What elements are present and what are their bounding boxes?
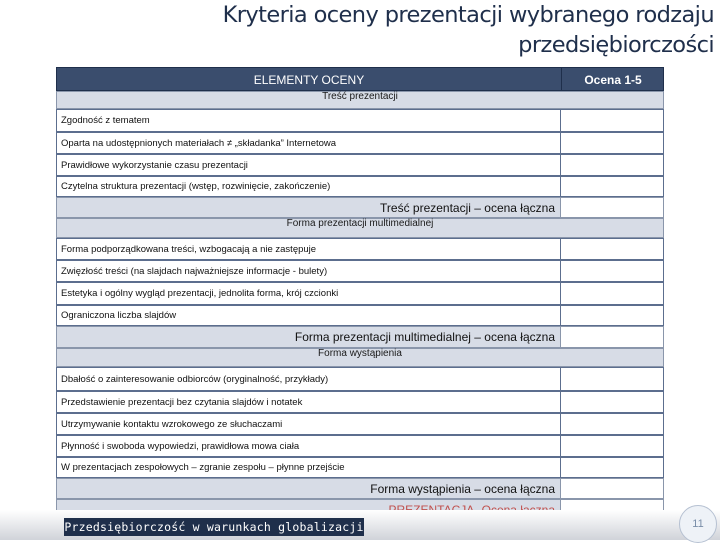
criterion-label: Estetyka i ogólny wygląd prezentacji, jednolita forma, krój czcionki (61, 288, 339, 299)
score-cell[interactable] (560, 368, 663, 390)
table-row (56, 154, 664, 176)
table-row (56, 391, 664, 413)
header-elements: ELEMENTY OCENY (253, 73, 365, 87)
table-row (56, 282, 664, 305)
score-cell[interactable] (560, 239, 663, 259)
table-row (56, 132, 664, 154)
section-title-speech: Forma wystąpienia (56, 348, 664, 367)
criterion-label: Czytelna struktura prezentacji (wstęp, rozwinięcie, zakończenie) (61, 181, 331, 192)
score-cell[interactable] (560, 392, 663, 412)
slide-title (74, 0, 714, 60)
table-row (56, 260, 664, 282)
summary-row-form (56, 326, 664, 348)
criterion-label: Ograniczona liczba slajdów (61, 310, 177, 321)
summary-score-cell[interactable] (560, 327, 663, 347)
slide-title-line-1: Kryteria oceny prezentacji wybranego rodzaju (222, 2, 714, 28)
score-cell[interactable] (560, 261, 663, 281)
criterion-label: W prezentacjach zespołowych – zgranie zespołu – płynne przejście (61, 462, 345, 473)
score-cell[interactable] (560, 436, 663, 456)
summary-label: Forma wystąpienia – ocena łączna (57, 479, 561, 498)
score-cell[interactable] (560, 110, 663, 131)
table-row (56, 413, 664, 435)
table-row (56, 457, 664, 478)
score-cell[interactable] (560, 283, 663, 304)
section-title-form: Forma prezentacji multimedialnej (56, 218, 664, 238)
table-row (56, 109, 664, 132)
score-cell[interactable] (560, 458, 663, 477)
score-cell[interactable] (560, 306, 663, 325)
summary-row-content (56, 197, 664, 218)
footer-caption: Przedsiębiorczość w warunkach globalizacji (64, 520, 364, 534)
table-header-row (56, 67, 664, 91)
criterion-label: Prawidłowe wykorzystanie czasu prezentacji (61, 159, 248, 171)
score-cell[interactable] (560, 133, 663, 153)
slide-title-line-2: przedsiębiorczości (518, 32, 714, 58)
table-row (56, 176, 664, 197)
criterion-label: Zwięzłość treści (na slajdach najważniejsze informacje - bulety) (61, 265, 328, 277)
summary-score-cell[interactable] (560, 198, 663, 217)
criterion-label: Przedstawienie prezentacji bez czytania slajdów i notatek (61, 396, 303, 408)
summary-row-speech (56, 478, 664, 499)
criterion-label: Utrzymywanie kontaktu wzrokowego ze słuchaczami (61, 418, 283, 430)
table-row (56, 238, 664, 260)
table-row (56, 435, 664, 457)
score-cell[interactable] (560, 414, 663, 434)
table-row (56, 367, 664, 391)
summary-label: Forma prezentacji multimedialnej – ocena łączna (57, 327, 561, 347)
summary-score-cell[interactable] (560, 479, 663, 498)
section-title-content: Treść prezentacji (56, 91, 664, 109)
score-cell[interactable] (560, 155, 663, 175)
criterion-label: Forma podporządkowana treści, wzbogacają a nie zastępuje (61, 243, 317, 255)
criterion-label: Dbałość o zainteresowanie odbiorców (oryginalność, przykłady) (61, 373, 329, 385)
page-number: 11 (679, 505, 717, 543)
score-cell[interactable] (560, 177, 663, 196)
criterion-label: Płynność i swoboda wypowiedzi, prawidłowa mowa ciała (61, 440, 300, 452)
criterion-label: Zgodność z tematem (61, 115, 150, 126)
header-score: Ocena 1-5 (561, 68, 664, 90)
summary-label: Treść prezentacji – ocena łączna (57, 198, 561, 217)
criterion-label: Oparta na udostępnionych materiałach ≠ „składanka” Internetowa (61, 137, 337, 149)
table-row (56, 305, 664, 326)
